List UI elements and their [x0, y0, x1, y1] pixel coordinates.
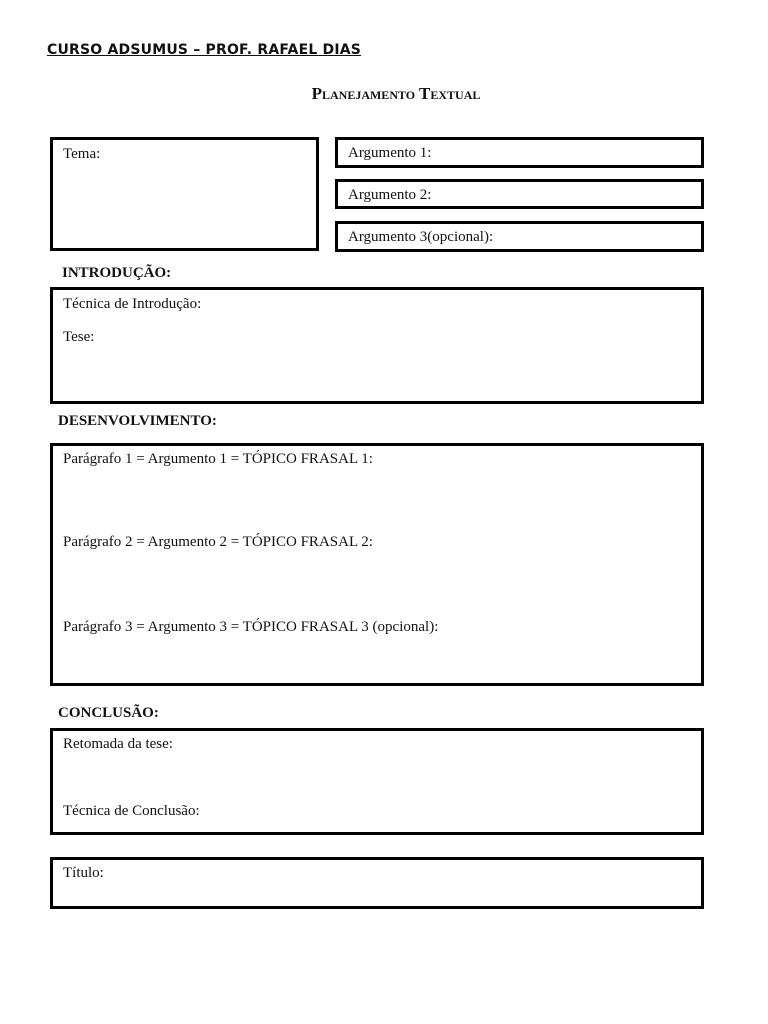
- desenvolvimento-box[interactable]: [50, 443, 704, 686]
- page-title: Planejamento Textual: [311, 84, 481, 103]
- argumento-3-label: Argumento 3(opcional):: [348, 229, 494, 245]
- introducao-heading: INTRODUÇÃO:: [62, 265, 172, 281]
- argumento-3-box[interactable]: [335, 221, 704, 252]
- paragrafo-3-label: Parágrafo 3 = Argumento 3 = TÓPICO FRASAL 3 (opcional):: [63, 619, 439, 635]
- titulo-box[interactable]: [50, 857, 704, 909]
- conclusao-heading: CONCLUSÃO:: [58, 705, 159, 721]
- titulo-label: Título:: [63, 865, 104, 881]
- tema-box[interactable]: [50, 137, 319, 251]
- tecnica-conclusao-label: Técnica de Conclusão:: [63, 803, 200, 819]
- tecnica-introducao-label: Técnica de Introdução:: [63, 296, 202, 312]
- argumento-1-box[interactable]: [335, 137, 704, 168]
- conclusao-box[interactable]: [50, 728, 704, 835]
- paragrafo-1-label: Parágrafo 1 = Argumento 1 = TÓPICO FRASAL 1:: [63, 451, 373, 467]
- argumento-2-label: Argumento 2:: [348, 187, 432, 203]
- paragrafo-2-label: Parágrafo 2 = Argumento 2 = TÓPICO FRASAL 2:: [63, 534, 373, 550]
- argumento-1-label: Argumento 1:: [348, 145, 432, 161]
- desenvolvimento-heading: DESENVOLVIMENTO:: [58, 413, 217, 429]
- course-header: CURSO ADSUMUS – PROF. RAFAEL DIAS: [47, 42, 362, 58]
- tese-label: Tese:: [63, 329, 95, 345]
- tema-label: Tema:: [63, 146, 101, 162]
- argumento-2-box[interactable]: [335, 179, 704, 209]
- retomada-tese-label: Retomada da tese:: [63, 736, 173, 752]
- introducao-box[interactable]: [50, 287, 704, 404]
